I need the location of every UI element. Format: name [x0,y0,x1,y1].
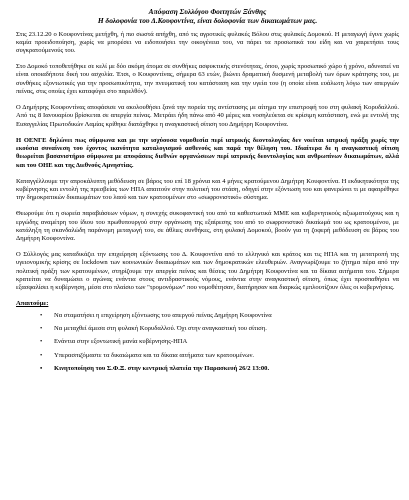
bullet-icon: • [40,338,43,346]
paragraph-denounce: Καταγγέλλουμε την απροκάλυπτη μεθόδευση σε βάρος του επί 18 χρόνια και 4 μήνες κρατούμενου Δημήτρη Κουφοντίνα. Η εκδικητικότητα της κυβέρνησης και εντολή της πρεσβείας των ΗΠΑ απαιτούν στην πολιτική του στάση, οδηγεί στην εξόντωση του και φανερώνει τι με αφαιρέθηκε την δημοκρατικών δικαιωμάτων του λαού και των κρατουμένων στο «σωφρονιστικό» σύστημα. [16,177,399,202]
demand-text: Κινητοποίηση του Σ.Φ.Ξ. στην κεντρική πλατεία την Παρασκευή 26/2 13:00. [54,365,270,373]
paragraph-hunger-strike: Ο Δημήτρης Κουφοντίνας αποφάσισε να ακολουθήσει ξανά την πορεία της αντίστασης με αίτημα την επιστροφή του στη φυλακή Κορυδαλλού. Από τις 8 Ιανουαρίου βρίσκεται σε απεργία πείνας. Μετράει ήδη πάνω από 40 μέρες και νοσηλεύεται σε κρίσιμη κατάσταση, ενώ με εντολή της Εισαγγελίας Πρωτοδικών Λαμίας κρίθηκε διατάχθηκε η αναγκαστική σίτιση του Δημήτρη Κουφοντίνα. [16,104,399,128]
demand-text: Να μεταχθεί άμεσα στη φυλακή Κορυδαλλού. Όχι στην αναγκαστική του σίτιση. [54,325,267,333]
demand-item [40,352,399,360]
demand-item [40,325,399,333]
bullet-icon: • [40,351,43,359]
demand-text: Να σταματήσει η επιχείρηση εξόντωσης του απεργού πείνας Δημήτρη Κουφοντίνα [54,311,272,319]
demands-list [16,312,399,374]
paragraph-oenge-statement: Η ΟΕΝΓΕ δηλώνει πως σύμφωνα και με την ισχύουσα νομοθεσία περί ιατρικής δεοντολογίας δεν νοείται ιατρική πράξη χωρίς την εκούσια συναίνεση του έχοντος ικανότητα καταλογισμού ασθενούς και παρά την θέληση του. Ιδιαίτερα δε η αναγκαστική σίτιση θεωρείται βασανιστήριο σύμφωνα με αποφάσεις διεθνών οργανώσεων περί ιατρικής δεοντολογίας και ανθρωπίνων δικαιωμάτων, αλλά και του ΟΗΕ και της Διεθνούς Αμνηστίας. [16,136,399,169]
demands-heading: Απαιτούμε: [16,300,49,308]
bullet-icon: • [40,311,43,319]
demand-item-mobilization [40,365,399,373]
demand-item [40,338,399,346]
document-subtitle: Η δολοφονία του Δ.Κουφοντίνα, είναι δολοφονία των δικαιωμάτων μας. [97,15,318,25]
paragraph-violations: Θεωρούμε ότι η σωρεία παραβιάσεων νόμων, η συνεχής συκοφαντική του από τα καθεστωτικά ΜΜΕ και κυβερνητικούς αξιωματούχους και η εργώδης αναμέτρη του ίδιου του πρωθυπουργού στην οργάνωση της εξαίρεσης του από το σωφρονιστικό δικαίωμά του ως κρατουμένου, με κατάληξη τη σκανδαλώδη παράνομη μεταγωγή του, σε άθλιες συνθήκες, στη φυλακή Δομοκού, βοούν για τη ζοφερή μεθόδευση σε βάρος του Δημήτρη Κουφοντίνα. [16,210,399,243]
demand-text: Ενάντια στην εξοντωτική μανία κυβέρνησης-ΗΠΑ [54,338,188,346]
demand-text: Υπερασπιζόμαστε τα δικαιώματα και τα δίκαια αιτήματα των κρατουμένων. [54,351,255,359]
demand-item [40,312,399,320]
bullet-icon: • [40,325,43,333]
paragraph-condemnation: Ο Σύλλογός μας καταδικάζει την επιχείρηση εξόντωσης του Δ. Κουφοντίνα από το ελληνικό και κράτος και τις ΗΠΑ και τη μετατροπή της υγειονομικής κρίσης σε lockdown των κοινωνικών δικαιωμάτων και των δημοκρατικών ελευθεριών. Αναγνωρίζουμε το ζήτημα πέρα από την πολιτική πράξη των κρατουμένων, στηρίζουμε την απεργία πείνας και θέσεις του Δημήτρη Κουφοντίνα και τα δίκαια αιτήματα του. Σήμερα κρατείται να δυναμώσει ο αγώνας ενάντια στους αντιδραστικούς νόμους, ενάντια στην αναγκαστική σίτιση, όπως έχει προσπαθήσει να εξασφαλίσει η κυβέρνηση, μέσα στο πλαίσιο των "τρομονόμων" που νομοθέτησαν, διατήρησαν και διαρκώς εμπλουτίζουν όλες οι κυβερνήσεις. [16,251,399,292]
bullet-icon: • [40,365,43,373]
paragraph-transfer: Στις 23.12.20 ο Κουφοντίνας μετήχθη, ή πιο σωστά απήχθη, από τις αγροτικές φυλακές Βόλου στις φυλακές Δομοκού. Η μεταγωγή έγινε χωρίς καμία προειδοποίηση, χωρίς να μπορέσει να ειδοποιήσει την οικογένεια του, να πάρει τα προσωπικά του είδη και να χαιρετήσει τους συγκρατούμενούς του. [16,30,399,55]
paragraph-conditions: Στο Δομοκό τοποθετήθηκε σε κελί με δύο ακόμη άτομα σε συνθήκες ασφυκτικής στενότητας, όπου, χωρίς προσωπικό χώρο ή χρόνο, αδυνατεί να είναι οποιαδήποτε δική του ασχολία. Έτσι, ο Κουφοντίνας, σήμερα 63 ετών, βιώνει δραματική δυσμενή μεταβολή των όρων κράτησης του, με συνθήκες εξοντωτικές για την προσωπικότητα, την πνευματική του κατάσταση και την υγεία του (η οποία είναι ευάλωτη λόγω των απεργιών πείνας, στις οποίες έχει καταφύγει στο παρελθόν). [16,63,399,95]
document-title: Απόφαση Συλλόγου Φοιτητών Ξάνθης [148,7,267,16]
